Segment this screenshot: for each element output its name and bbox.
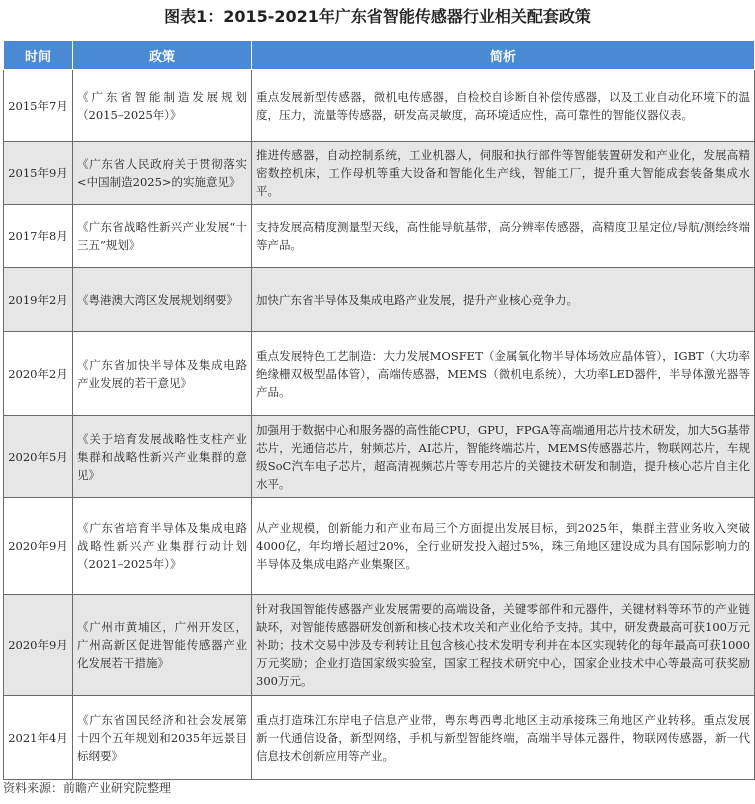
time-cell: 2020年9月 (4, 498, 73, 595)
time-cell: 2017年8月 (4, 205, 73, 268)
analysis-cell: 加强用于数据中心和服务器的高性能CPU，GPU，FPGA等高端通用芯片技术研发，加大5G基带芯片，光通信芯片，射频芯片，AI芯片，智能终端芯片，MEMS传感器芯片，物联网芯片，车规级SoC汽车电子芯片，超高清视频芯片等专用芯片的关键技术研发和制造，提升核心芯片自主化水平。 (252, 416, 755, 498)
table-row (4, 332, 755, 416)
policy-cell: 《关于培育发展战略性支柱产业集群和战略性新兴产业集群的意见》 (73, 416, 252, 498)
source-note: 资料来源：前瞻产业研究院整理 (3, 781, 172, 795)
time-cell: 2015年7月 (4, 70, 73, 142)
policy-cell: 《广东省加快半导体及集成电路产业发展的若干意见》 (73, 332, 252, 416)
analysis-cell: 针对我国智能传感器产业发展需要的高端设备，关键零部件和元器件，关键材料等环节的产业链缺环，对智能传感器研发创新和核心技术攻关和产业化给予支持。其中，研发费最高可获100万元补助；技术交易中涉及专利转让且包含核心技术发明专利并在本区实现转化的每年最高可获1000万元奖励；企业打造国家级实验室，国家工程技术研究中心，国家企业技术中心等最高可获奖励300万元。 (252, 595, 755, 696)
table-row (4, 595, 755, 696)
analysis-cell: 加快广东省半导体及集成电路产业发展，提升产业核心竞争力。 (252, 268, 755, 332)
time-cell: 2020年2月 (4, 332, 73, 416)
table-row (4, 142, 755, 205)
analysis-cell: 从产业规模，创新能力和产业布局三个方面提出发展目标，到2025年，集群主营业务收入突破4000亿，年均增长超过20%，全行业研发投入超过5%，珠三角地区建设成为具有国际影响力的半导体及集成电路产业集聚区。 (252, 498, 755, 595)
policy-cell: 《广东省人民政府关于贯彻落实<中国制造2025>的实施意见》 (73, 142, 252, 205)
table-row (4, 416, 755, 498)
policy-table (3, 40, 755, 780)
policy-cell: 《广东省智能制造发展规划（2015–2025年）》 (73, 70, 252, 142)
time-cell: 2019年2月 (4, 268, 73, 332)
policy-cell: 《粤港澳大湾区发展规划纲要》 (73, 268, 252, 332)
time-cell: 2020年9月 (4, 595, 73, 696)
header-time: 时间 (4, 41, 73, 70)
policy-cell: 《广东省培育半导体及集成电路战略性新兴产业集群行动计划（2021–2025年）》 (73, 498, 252, 595)
analysis-cell: 重点发展特色工艺制造：大力发展MOSFET（金属氧化物半导体场效应晶体管），IGBT（大功率绝缘栅双极型晶体管），高端传感器，MEMS（微机电系统），大功率LED器件，半导体激光器等产品。 (252, 332, 755, 416)
analysis-cell: 支持发展高精度测量型天线，高性能导航基带，高分辨率传感器，高精度卫星定位/导航/测绘终端等产品。 (252, 205, 755, 268)
table-header-row (4, 41, 755, 70)
policy-cell: 《广州市黄埔区，广州开发区，广州高新区促进智能传感器产业化发展若干措施》 (73, 595, 252, 696)
chart-title: 图表1：2015-2021年广东省智能传感器行业相关配套政策 (164, 7, 591, 26)
policy-cell: 《广东省战略性新兴产业发展“十三五”规划》 (73, 205, 252, 268)
analysis-cell: 推进传感器，自动控制系统，工业机器人，伺服和执行部件等智能装置研发和产业化，发展高精密数控机床，工作母机等重大设备和智能化生产线，智能工厂，提升重大智能成套装备集成水平。 (252, 142, 755, 205)
time-cell: 2020年5月 (4, 416, 73, 498)
time-cell: 2021年4月 (4, 696, 73, 780)
table-row (4, 70, 755, 142)
table-row (4, 696, 755, 780)
table-row (4, 498, 755, 595)
policy-cell: 《广东省国民经济和社会发展第十四个五年规划和2035年远景目标纲要》 (73, 696, 252, 780)
table-row (4, 205, 755, 268)
analysis-cell: 重点发展新型传感器，微机电传感器，自检校自诊断自补偿传感器，以及工业自动化环境下的温度，压力，流量等传感器，研发高灵敏度，高环境适应性，高可靠性的智能仪器仪表。 (252, 70, 755, 142)
header-policy: 政策 (73, 41, 252, 70)
header-analysis: 简析 (252, 41, 755, 70)
table-row (4, 268, 755, 332)
time-cell: 2015年9月 (4, 142, 73, 205)
analysis-cell: 重点打造珠江东岸电子信息产业带，粤东粤西粤北地区主动承接珠三角地区产业转移。重点发展新一代通信设备，新型网络，手机与新型智能终端，高端半导体元器件，物联网传感器，新一代信息技术创新应用等产业。 (252, 696, 755, 780)
